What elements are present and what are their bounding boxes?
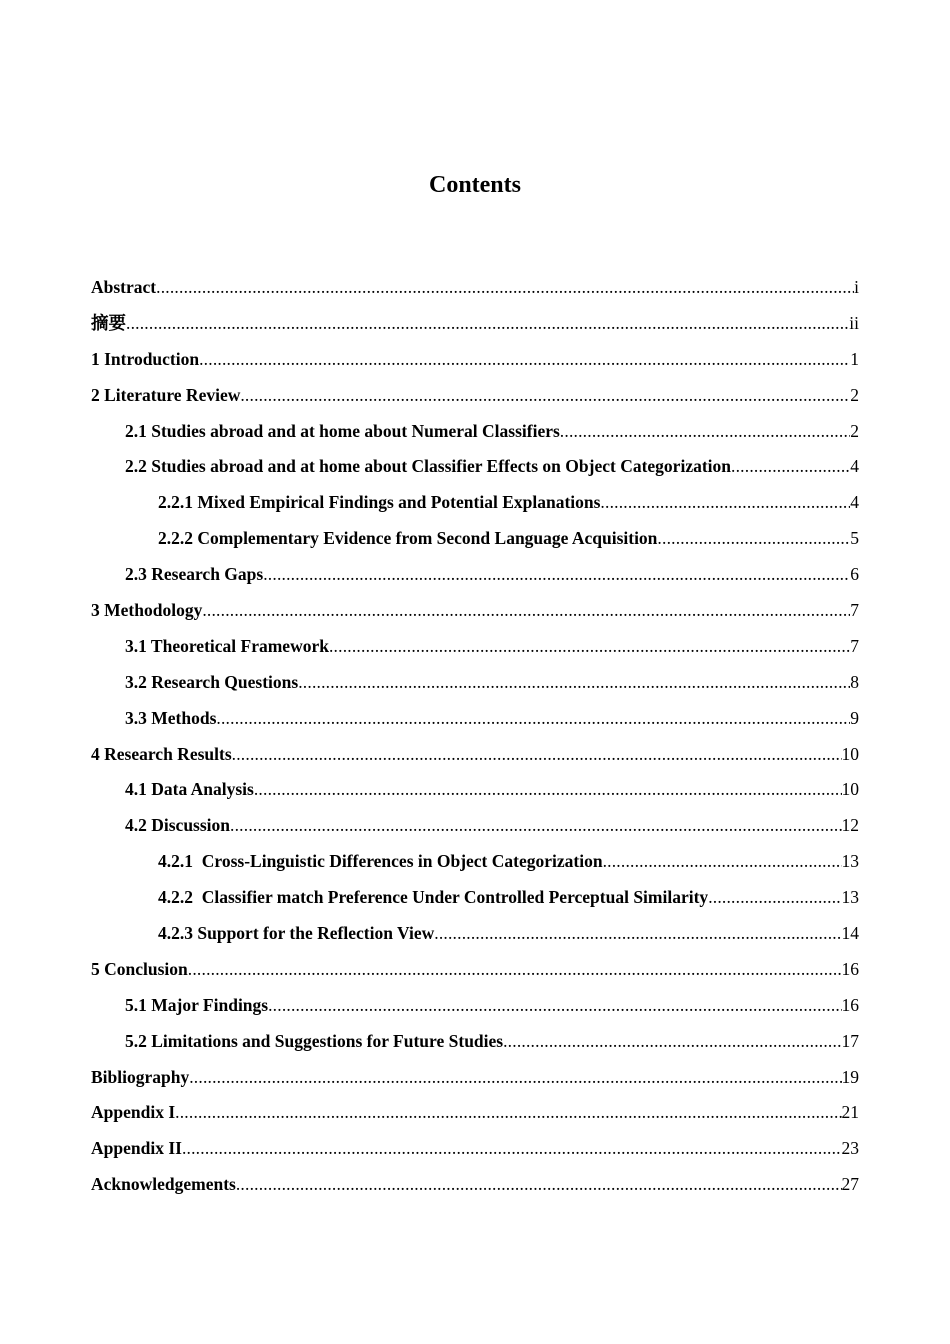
toc-entry-label: 2.2.1 Mixed Empirical Findings and Potential Explanations [158, 492, 601, 513]
toc-entry[interactable] [91, 916, 859, 952]
dot-leader [189, 1060, 841, 1096]
toc-entry-page: 16 [841, 994, 859, 1015]
table-of-contents [91, 270, 859, 1203]
toc-entry-label: 4.2.3 Support for the Reflection View [158, 923, 435, 944]
toc-entry-page: 7 [850, 635, 859, 656]
dot-leader [560, 414, 850, 450]
toc-entry-page: 10 [841, 779, 859, 800]
dot-leader [175, 1095, 841, 1131]
toc-entry[interactable] [91, 772, 859, 808]
toc-entry[interactable] [91, 880, 859, 916]
toc-entry-label: Abstract [91, 277, 157, 297]
toc-entry[interactable] [91, 665, 859, 701]
toc-entry-label: 2.1 Studies abroad and at home about Numeral Classifiers [125, 420, 560, 441]
toc-entry-page: 9 [850, 707, 859, 728]
toc-entry-label: 4.2 Discussion [125, 815, 231, 836]
toc-entry-page: ii [849, 312, 859, 333]
toc-entry[interactable] [91, 1131, 859, 1167]
dot-leader [199, 342, 850, 378]
dot-leader [236, 1167, 842, 1203]
toc-entry[interactable] [91, 342, 859, 378]
dot-leader [268, 988, 841, 1024]
toc-entry-label: 5.1 Major Findings [125, 994, 269, 1015]
dot-leader [657, 521, 850, 557]
toc-entry-page: 19 [841, 1066, 859, 1087]
page-title: Contents [428, 172, 521, 198]
toc-entry-label: 3.3 Methods [125, 707, 217, 728]
toc-entry-label: 4.2.1 Cross-Linguistic Differences in Object Categorization [158, 851, 603, 872]
dot-leader [188, 952, 842, 988]
dot-leader [202, 593, 850, 629]
toc-entry-page: 7 [850, 600, 859, 621]
toc-entry[interactable] [91, 306, 859, 342]
toc-entry[interactable] [91, 449, 859, 485]
dot-leader [156, 270, 854, 306]
toc-entry-label: 2.2 Studies abroad and at home about Classifier Effects on Object Categorization [125, 456, 732, 477]
dot-leader [603, 844, 842, 880]
dot-leader [126, 306, 849, 342]
toc-entry[interactable] [91, 270, 859, 306]
toc-entry[interactable] [91, 1060, 859, 1096]
toc-entry-label: 摘要 [91, 312, 126, 333]
dot-leader [434, 916, 841, 952]
toc-entry-page: 16 [841, 958, 859, 979]
toc-entry[interactable] [91, 1167, 859, 1203]
toc-entry[interactable] [91, 808, 859, 844]
toc-entry[interactable] [91, 414, 859, 450]
toc-entry-page: 4 [850, 492, 859, 513]
toc-entry-label: 5.2 Limitations and Suggestions for Future Studies [125, 1030, 504, 1051]
dot-leader [329, 629, 850, 665]
toc-entry-page: 13 [841, 851, 859, 872]
toc-entry-page: 12 [841, 815, 859, 836]
dot-leader [731, 449, 850, 485]
toc-entry[interactable] [91, 844, 859, 880]
dot-leader [503, 1024, 841, 1060]
toc-entry-page: 8 [850, 671, 859, 692]
toc-entry-page: 10 [841, 743, 859, 764]
toc-entry-label: 4.1 Data Analysis [125, 779, 254, 800]
toc-entry-page: 14 [841, 923, 859, 944]
dot-leader [708, 880, 841, 916]
toc-entry-page: i [854, 277, 859, 297]
toc-entry-page: 17 [841, 1030, 859, 1051]
toc-entry-label: 4.2.2 Classifier match Preference Under Controlled Perceptual Similarity [158, 887, 709, 908]
dot-leader [232, 737, 842, 773]
toc-entry-page: 13 [841, 887, 859, 908]
dot-leader [230, 808, 841, 844]
toc-entry[interactable] [91, 593, 859, 629]
toc-entry-page: 27 [841, 1174, 859, 1195]
dot-leader [298, 665, 850, 701]
toc-entry-label: 1 Introduction [91, 348, 200, 369]
toc-entry-label: 5 Conclusion [91, 958, 188, 979]
toc-entry-page: 6 [850, 564, 859, 585]
toc-entry-page: 4 [850, 456, 859, 477]
toc-entry-page: 2 [850, 384, 859, 405]
toc-entry-label: Appendix II [91, 1138, 182, 1159]
toc-entry[interactable] [91, 521, 859, 557]
toc-entry-label: 2 Literature Review [91, 384, 241, 405]
dot-leader [182, 1131, 842, 1167]
toc-entry-label: 3.1 Theoretical Framework [125, 635, 329, 656]
toc-entry-label: 2.3 Research Gaps [125, 564, 264, 585]
toc-entry-page: 23 [841, 1138, 859, 1159]
dot-leader [600, 485, 850, 521]
toc-entry[interactable] [91, 952, 859, 988]
toc-entry[interactable] [91, 988, 859, 1024]
toc-entry[interactable] [91, 737, 859, 773]
toc-entry-label: Appendix I [91, 1102, 176, 1123]
toc-entry-page: 21 [841, 1102, 859, 1123]
toc-entry-page: 1 [850, 348, 859, 369]
toc-entry[interactable] [91, 485, 859, 521]
dot-leader [240, 378, 850, 414]
toc-entry[interactable] [91, 1095, 859, 1131]
toc-entry-page: 2 [850, 420, 859, 441]
toc-entry[interactable] [91, 378, 859, 414]
toc-entry-label: 3.2 Research Questions [125, 671, 299, 692]
toc-entry-page: 5 [850, 528, 859, 549]
toc-entry[interactable] [91, 1024, 859, 1060]
toc-entry-label: Bibliography [91, 1066, 190, 1087]
toc-entry[interactable] [91, 629, 859, 665]
toc-entry[interactable] [91, 557, 859, 593]
toc-entry-label: 2.2.2 Complementary Evidence from Second Language Acquisition [158, 528, 658, 549]
toc-entry-label: Acknowledgements [91, 1174, 236, 1195]
toc-entry-label: 3 Methodology [91, 600, 203, 621]
toc-entry-label: 4 Research Results [91, 743, 232, 764]
dot-leader [263, 557, 850, 593]
dot-leader [216, 701, 850, 737]
dot-leader [254, 772, 842, 808]
toc-entry[interactable] [91, 701, 859, 737]
